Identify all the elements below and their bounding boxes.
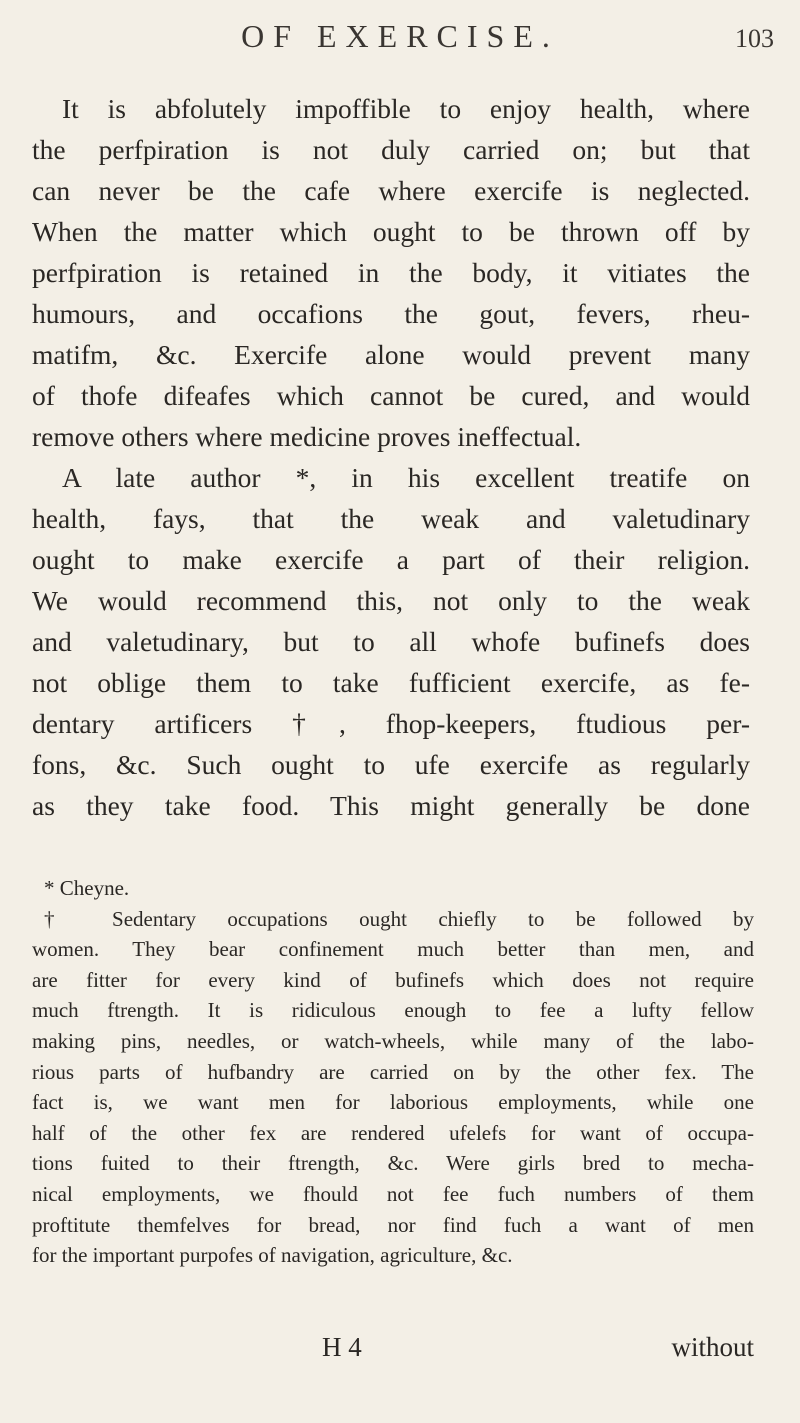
footnote-line: making pins, needles, or watch-wheels, while many of the labo-	[32, 1028, 754, 1053]
running-head: OF EXERCISE.	[241, 18, 559, 54]
text-line: as they take food. This might generally be done	[32, 790, 750, 821]
text-line: remove others where medicine proves ineffectual.	[32, 421, 582, 452]
footnote-line: half of the other fex are rendered ufelefs for want of occupa-	[32, 1120, 754, 1145]
text-line: health, fays, that the weak and valetudinary	[32, 503, 750, 534]
text-line: dentary artificers †, fhop-keepers, ftudious per-	[32, 708, 750, 739]
page-number: 103	[735, 24, 774, 53]
text-line: of thofe difeafes which cannot be cured, and would	[32, 380, 750, 411]
text-line: When the matter which ought to be thrown off by	[32, 216, 750, 247]
text-line: ought to make exercife a part of their religion.	[32, 544, 750, 575]
footnote-line: for the important purpofes of navigation, agriculture, &c.	[32, 1243, 513, 1268]
footnote-line: nical employments, we fhould not fee fuch numbers of them	[32, 1181, 754, 1206]
text-line: humours, and occafions the gout, fevers, rheu-	[32, 298, 750, 329]
text-line: and valetudinary, but to all whofe bufinefs does	[32, 626, 750, 657]
footnote-line: are fitter for every kind of bufinefs which does not require	[32, 967, 754, 992]
footnote-line: † Sedentary occupations ought chiefly to be followed by	[44, 906, 754, 931]
footnote-cheyne: * Cheyne.	[44, 876, 130, 900]
catchword: without	[671, 1332, 754, 1362]
text-line: not oblige them to take fufficient exercife, as fe-	[32, 667, 750, 698]
footnote-line: tions fuited to their ftrength, &c. Were girls bred to mecha-	[32, 1151, 754, 1176]
footnote-line: rious parts of hufbandry are carried on by the other fex. The	[32, 1059, 754, 1084]
signature-mark: H 4	[322, 1332, 362, 1362]
text-line: fons, &c. Such ought to ufe exercife as regularly	[32, 749, 750, 780]
text-line: A late author *, in his excellent treatife on	[62, 462, 750, 493]
footnote-line: much ftrength. It is ridiculous enough to fee a lufty fellow	[32, 998, 754, 1023]
footnotes	[32, 873, 754, 1271]
footnote-line: proftitute themfelves for bread, nor find fuch a want of men	[32, 1212, 754, 1237]
text-line: perfpiration is retained in the body, it vitiates the	[32, 257, 750, 288]
main-text	[32, 88, 750, 826]
text-line: can never be the cafe where exercife is neglected.	[32, 175, 750, 206]
text-line: the perfpiration is not duly carried on; but that	[32, 134, 750, 165]
text-line: We would recommend this, not only to the weak	[32, 585, 750, 616]
footnote-line: women. They bear confinement much better than men, and	[32, 937, 754, 962]
text-line: It is abfolutely impoffible to enjoy health, where	[62, 93, 750, 124]
text-line: matifm, &c. Exercife alone would prevent many	[32, 339, 750, 370]
footnote-line: fact is, we want men for laborious employments, while one	[32, 1090, 754, 1115]
